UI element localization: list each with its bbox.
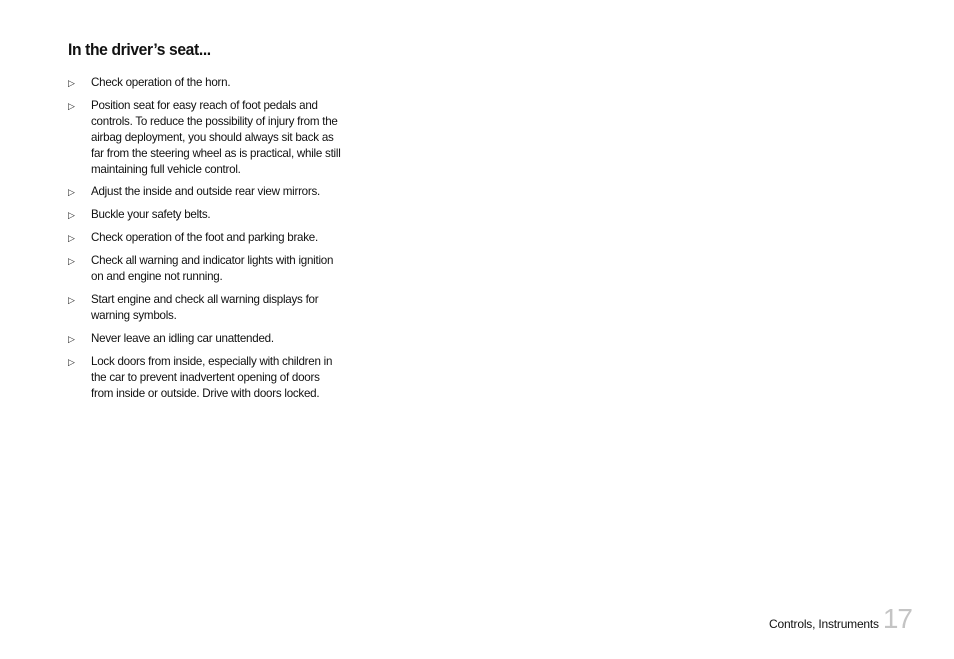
list-item (68, 253, 341, 285)
list-item (68, 331, 341, 347)
list-item-text: Check operation of the foot and parking brake. (91, 231, 318, 245)
list-item (68, 230, 341, 246)
list-item-text: Check all warning and indicator lights with ignition on and engine not running. (91, 254, 334, 284)
list-item-text: Check operation of the horn. (91, 76, 231, 89)
list-item (68, 98, 341, 178)
list-item (68, 207, 341, 223)
list-item-text: Lock doors from inside, especially with children in the car to prevent inadvertent opening of doors from inside or outside. Drive with doors locked. (91, 354, 333, 400)
checklist (68, 75, 358, 408)
triangle-right-outline-icon: ▷ (68, 356, 75, 367)
list-item (68, 75, 341, 91)
triangle-right-outline-icon: ▷ (68, 233, 75, 244)
triangle-right-outline-icon: ▷ (68, 78, 75, 88)
triangle-right-outline-icon: ▷ (68, 187, 75, 198)
triangle-right-outline-icon: ▷ (68, 256, 75, 267)
list-item-text: Never leave an idling car unattended. (91, 331, 274, 345)
triangle-right-outline-icon: ▷ (68, 210, 75, 221)
list-item (68, 184, 341, 200)
page-footer (769, 603, 912, 635)
list-item (68, 354, 341, 402)
list-item-text: Position seat for easy reach of foot pedals and controls. To reduce the possibility of injury from the airbag deployment, you should always sit back as far from the steering wheel as is practical, while still maintaining full vehicle control. (91, 98, 341, 176)
list-item-text: Start engine and check all warning displays for warning symbols. (91, 292, 319, 322)
triangle-right-outline-icon: ▷ (68, 100, 75, 111)
page-heading: In the driver’s seat... (68, 40, 211, 59)
section-title: Controls, Instruments (769, 617, 879, 631)
triangle-right-outline-icon: ▷ (68, 333, 75, 344)
list-item-text: Adjust the inside and outside rear view mirrors. (91, 185, 321, 199)
list-item (68, 292, 341, 324)
page-number: 17 (882, 603, 912, 634)
triangle-right-outline-icon: ▷ (68, 294, 75, 305)
list-item-text: Buckle your safety belts. (91, 208, 211, 222)
